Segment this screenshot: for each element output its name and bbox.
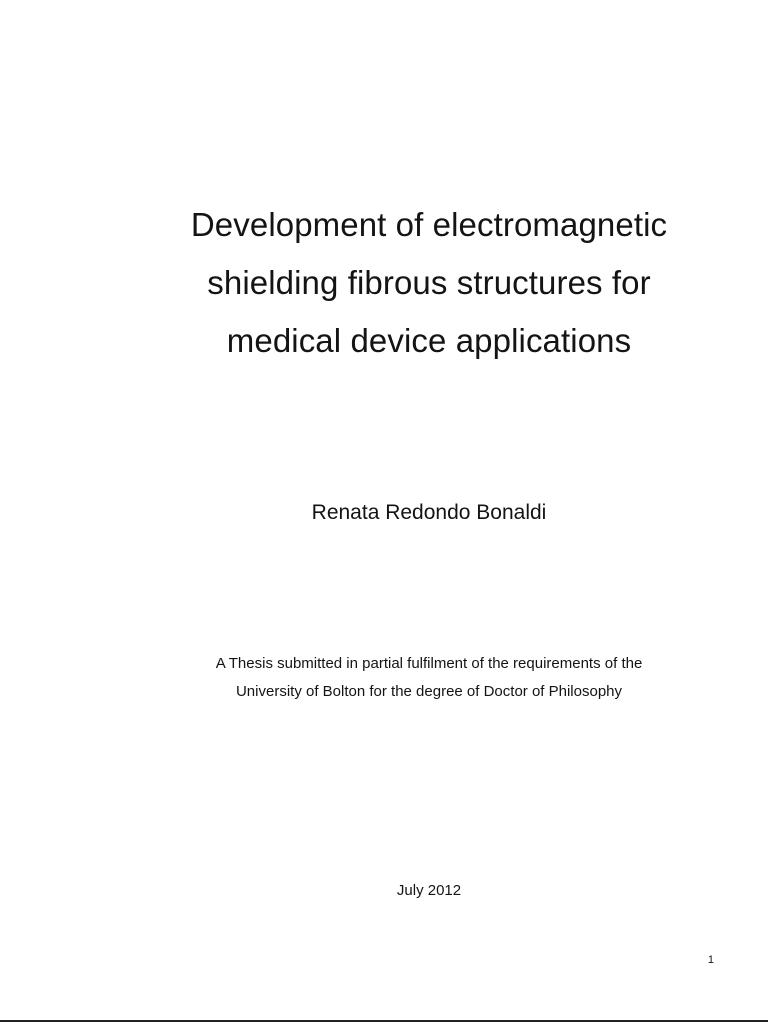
thesis-title	[94, 196, 764, 370]
thesis-title-line: shielding fibrous structures for	[207, 264, 651, 301]
author-name: Renata Redondo Bonaldi	[311, 501, 547, 524]
thesis-title-line: medical device applications	[226, 322, 632, 359]
thesis-title-line: Development of electromagnetic	[190, 206, 668, 243]
submission-date: July 2012	[396, 882, 462, 899]
submission-statement-line: University of Bolton for the degree of Doctor of Philosophy	[235, 683, 623, 700]
page-bottom-divider	[0, 1020, 768, 1022]
submission-statement-line: A Thesis submitted in partial fulfilment of the requirements of the	[215, 655, 643, 672]
page-number: 1	[707, 954, 714, 966]
submission-statement	[94, 650, 764, 706]
